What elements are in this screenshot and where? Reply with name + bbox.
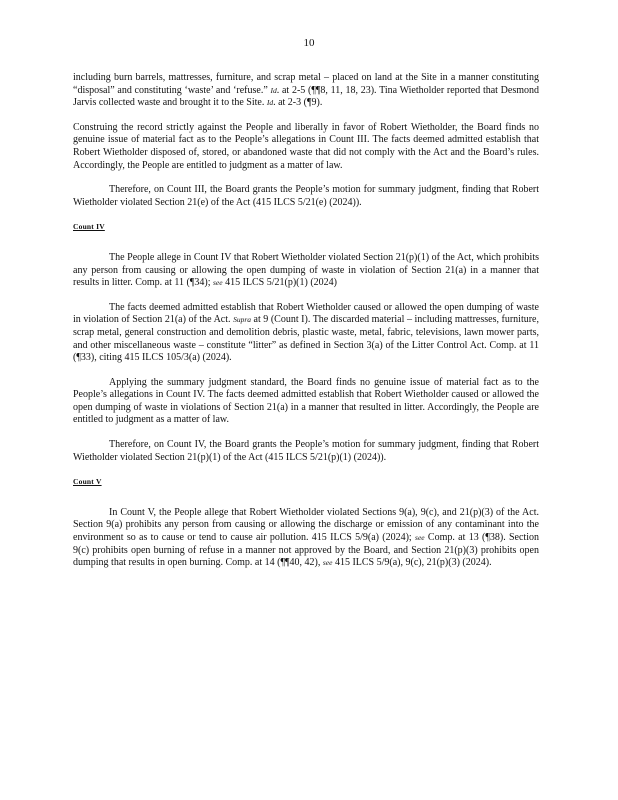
text-run: Count IV — [73, 222, 105, 232]
citation-signal: Supra — [233, 315, 251, 325]
text-run: . at 2-5 (¶¶8, 11, 18, 23). Tina Wietholder reported that Desmond Jarvis collected waste and brought it to the Site. — [73, 84, 540, 109]
text-run: Applying the summary judgment standard, the Board finds no genuine issue of material fact as to the People’s allegations in Count IV. The facts deemed admitted establish that Robert Wietholder caused or allowed the open dumping of waste in violations of Section 21(a) in a manner that resulted in litter. Accordingly, the People are entitled to judgment as a matter of law. — [73, 376, 539, 426]
body-paragraph — [73, 439, 539, 464]
text-run: . at 2-3 (¶9). — [273, 97, 323, 109]
text-run: Construing the record strictly against the People and liberally in favor of Robert Wietholder, the Board finds no genuine issue of material fact as to the People’s allegations in Count III. The facts deemed admitted establish that Robert Wietholder disposed of, stored, or abandoned waste that did not comply with the Act and the Board’s rules. Accordingly, the People are entitled to judgment as a matter of law. — [73, 121, 539, 171]
citation-signal: Id — [266, 98, 274, 108]
text-run: including burn barrels, mattresses, furniture, and scrap metal – placed on land at the Site in a manner constituting “disposal” and constituting ‘waste’ and ‘refuse.” — [73, 72, 539, 96]
text-run: The facts deemed admitted establish that Robert Wietholder caused or allowed the open dumping of waste in violation of Section 21(a) of the Act. — [73, 301, 539, 326]
text-run: Count V — [73, 477, 102, 487]
text-run: The People allege in Count IV that Robert Wietholder violated Section 21(p)(1) of the Act, which prohibits any person from causing or allowing the open dumping of waste in violation of Section 21(a) in a manner that results in litter. Comp. at 11 (¶34); — [73, 251, 539, 289]
body-paragraph — [73, 72, 539, 110]
text-run: at 9 (Count I). The discarded material – including mattresses, furniture, scrap metal, general construction and demolition debris, plastic waste, metal, fabric, televisions, lawn mower parts, and other miscellaneous waste – constitute “litter” as defined in Section 3(a) of the Litter Control Act. Comp. at 11 (¶33), citing 415 ILCS 105/3(a) (2024). — [73, 314, 540, 364]
text-run: Comp. at 13 (¶38). Section 9(c) prohibits open burning of refuse in a manner not approved by the Board, and Section 21(p)(3) prohibits open dumping that results in open burning. Comp. at 14 (¶¶40, 42), — [73, 532, 539, 569]
document-body — [73, 72, 539, 582]
text-run: Therefore, on Count IV, the Board grants the People’s motion for summary judgment, finding that Robert Wietholder violated Section 21(p)(1) of the Act (415 ILCS 5/21(p)(1) (2024)). — [73, 439, 539, 463]
citation-signal: see — [322, 558, 333, 568]
body-paragraph — [73, 302, 539, 365]
citation-signal: Id — [270, 85, 277, 95]
page-number: 10 — [303, 37, 315, 49]
citation-signal: see — [212, 278, 223, 288]
section-heading — [73, 476, 539, 489]
body-paragraph — [73, 252, 539, 290]
text-run: 415 ILCS 5/21(p)(1) (2024) — [222, 277, 337, 289]
text-run: In Count V, the People allege that Robert Wietholder violated Sections 9(a), 9(c), and 21(p)(3) of the Act. Section 9(a) prohibits any person from causing or allowing the discharge or emission of any contaminant into the environment so as to cause or tend to cause air pollution. 415 ILCS 5/9(a) (2024); — [73, 506, 539, 544]
text-run: 415 ILCS 5/9(a), 9(c), 21(p)(3) (2024). — [332, 557, 492, 569]
text-run: Therefore, on Count III, the Board grants the People’s motion for summary judgment, finding that Robert Wietholder violated Section 21(e) of the Act (415 ILCS 5/21(e) (2024)). — [73, 184, 539, 208]
citation-signal: see — [415, 533, 425, 543]
body-paragraph — [73, 122, 539, 172]
body-paragraph — [73, 377, 539, 427]
section-heading — [73, 221, 539, 234]
body-paragraph — [73, 184, 539, 209]
body-paragraph — [73, 507, 539, 570]
